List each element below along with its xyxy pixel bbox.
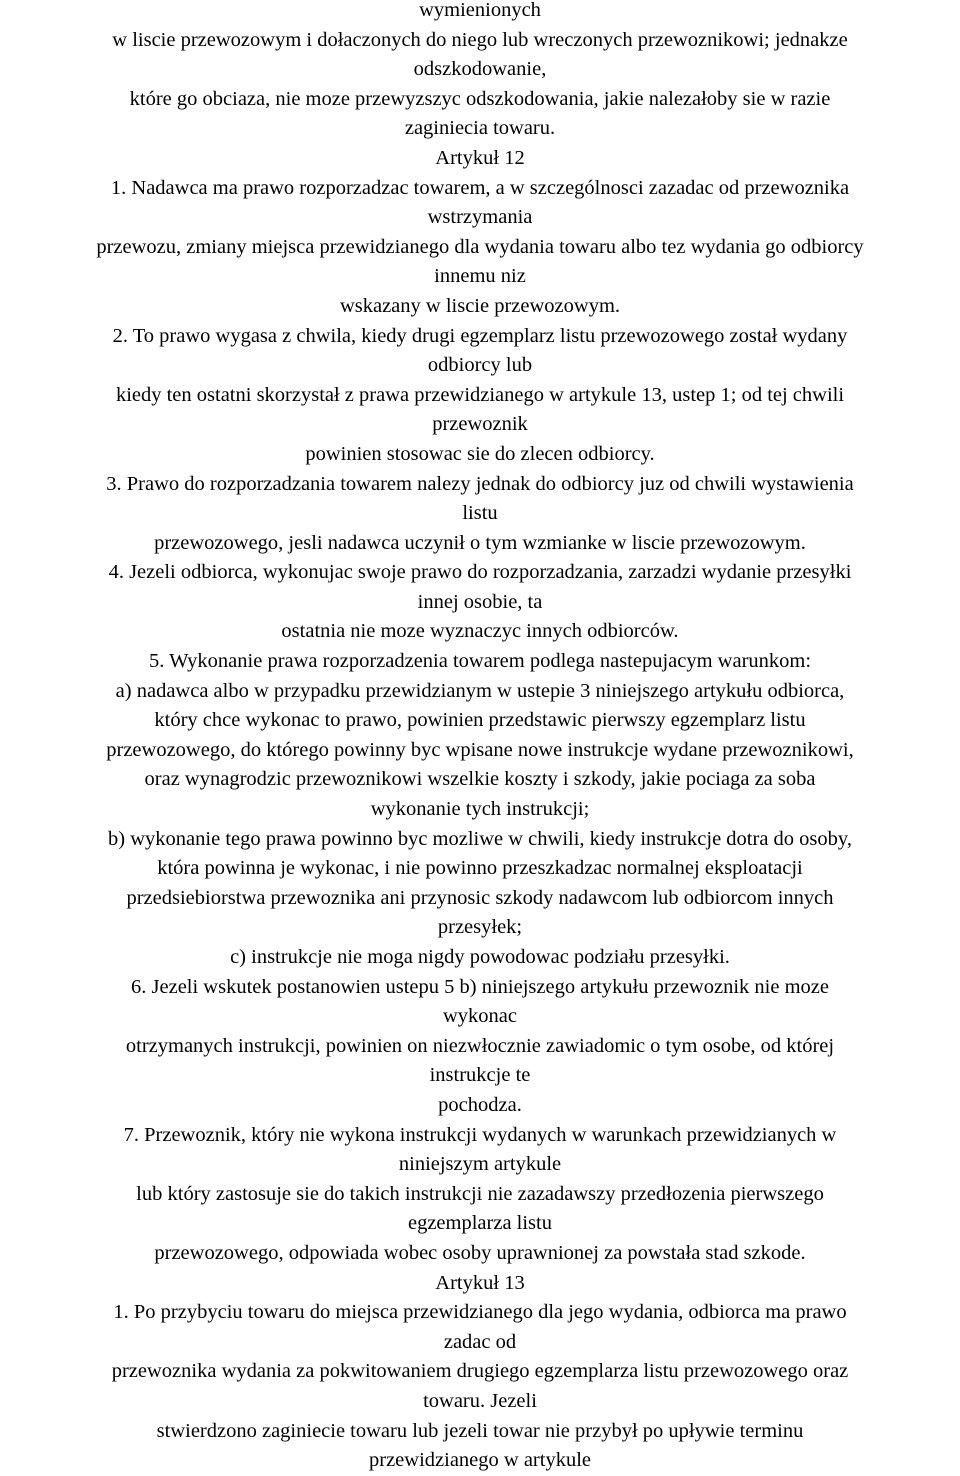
- text-line: powinien stosowac sie do zlecen odbiorcy.: [305, 442, 655, 465]
- text-line: przewoznik: [432, 413, 528, 436]
- text-line: przewozowego, odpowiada wobec osoby uprawnionej za powstała stad szkode.: [154, 1241, 806, 1264]
- text-line: który chce wykonac to prawo, powinien przedstawic pierwszy egzemplarz listu: [154, 709, 806, 732]
- text-line: odbiorcy lub: [427, 354, 533, 377]
- text-line: przewidzianego w artykule: [369, 1449, 591, 1472]
- article-heading: Artykuł 12: [435, 146, 525, 169]
- text-line: 7. Przewoznik, który nie wykona instrukcji wydanych w warunkach przewidzianych w: [123, 1123, 837, 1146]
- text-line: towaru. Jezeli: [423, 1389, 537, 1412]
- text-line: wstrzymania: [427, 206, 533, 229]
- text-line: w liscie przewozowym i dołaczonych do niego lub wreczonych przewoznikowi; jednakze: [112, 28, 848, 51]
- text-line: 1. Nadawca ma prawo rozporzadzac towarem, a w szczególnosci zazadac od przewoznika: [110, 176, 850, 199]
- text-line: stwierdzono zaginiecie towaru lub jezeli towar nie przybył po upływie terminu: [156, 1419, 804, 1442]
- text-line: lub który zastosuje sie do takich instrukcji nie zazadawszy przedłozenia pierwszego: [136, 1182, 824, 1205]
- text-line: a) nadawca albo w przypadku przewidzianym w ustepie 3 niniejszego artykułu odbiorca,: [115, 679, 845, 702]
- text-line: 4. Jezeli odbiorca, wykonujac swoje prawo do rozporzadzania, zarzadzi wydanie przesyłki: [108, 561, 852, 584]
- text-line: 2. To prawo wygasa z chwila, kiedy drugi egzemplarz listu przewozowego został wydany: [112, 324, 848, 347]
- text-line: które go obciaza, nie moze przewyzszyc odszkodowania, jakie nalezałoby sie w razie: [129, 87, 831, 110]
- text-line: która powinna je wykonac, i nie powinno przeszkadzac normalnej eksploatacji: [157, 857, 803, 880]
- text-line: 6. Jezeli wskutek postanowien ustepu 5 b) niniejszego artykułu przewoznik nie moze: [131, 975, 829, 998]
- text-line: wykonanie tych instrukcji;: [370, 798, 590, 821]
- text-line: c) instrukcje nie moga nigdy powodowac podziału przesyłki.: [230, 946, 730, 968]
- text-line: zadac od: [443, 1330, 517, 1353]
- text-line: zaginiecia towaru.: [404, 117, 556, 140]
- text-line: listu: [462, 502, 498, 525]
- text-line: oraz wynagrodzic przewoznikowi wszelkie koszty i szkody, jakie pociaga za soba: [144, 768, 816, 791]
- text-line: 3. Prawo do rozporzadzania towarem nalezy jednak do odbiorcy juz od chwili wystawienia: [106, 472, 854, 495]
- text-line: przewozu, zmiany miejsca przewidzianego dla wydania towaru albo tez wydania go odbiorcy: [96, 235, 864, 258]
- text-line: kiedy ten ostatni skorzystał z prawa przewidzianego w artykule 13, ustep 1; od tej chwili: [115, 383, 845, 406]
- text-line: przedsiebiorstwa przewoznika ani przynosic szkody nadawcom lub odbiorcom innych: [126, 886, 834, 909]
- text-line: odszkodowanie,: [413, 58, 547, 81]
- text-line: ostatnia nie moze wyznaczyc innych odbiorców.: [281, 620, 679, 643]
- text-line: innej osobie, ta: [417, 590, 543, 613]
- text-line: wykonac: [442, 1005, 517, 1028]
- text-line: przesyłek;: [437, 916, 523, 939]
- text-line: wskazany w liscie przewozowym.: [339, 294, 621, 317]
- text-line: 1. Po przybyciu towaru do miejsca przewidzianego dla jego wydania, odbiorca ma prawo: [113, 1301, 847, 1324]
- text-line: otrzymanych instrukcji, powinien on niezwłocznie zawiadomic o tym osobe, od której: [125, 1034, 835, 1057]
- text-line: wymienionych: [419, 0, 541, 21]
- text-line: niniejszym artykule: [398, 1153, 562, 1176]
- text-line: przewozowego, do którego powinny byc wpisane nowe instrukcje wydane przewoznikowi,: [106, 738, 854, 761]
- text-line: 5. Wykonanie prawa rozporzadzenia towarem podlega nastepujacym warunkom:: [148, 650, 812, 673]
- text-line: instrukcje te: [429, 1064, 531, 1087]
- text-line: egzemplarza listu: [407, 1212, 552, 1235]
- text-line: przewoznika wydania za pokwitowaniem drugiego egzemplarza listu przewozowego oraz: [111, 1360, 849, 1383]
- text-line: innemu niz: [434, 265, 526, 288]
- text-line: b) wykonanie tego prawa powinno byc mozliwe w chwili, kiedy instrukcje dotra do osoby,: [108, 827, 852, 850]
- text-line: przewozowego, jesli nadawca uczynił o tym wzmianke w liscie przewozowym.: [154, 531, 806, 554]
- article-heading: Artykuł 13: [435, 1271, 525, 1294]
- text-line: pochodza.: [438, 1093, 522, 1116]
